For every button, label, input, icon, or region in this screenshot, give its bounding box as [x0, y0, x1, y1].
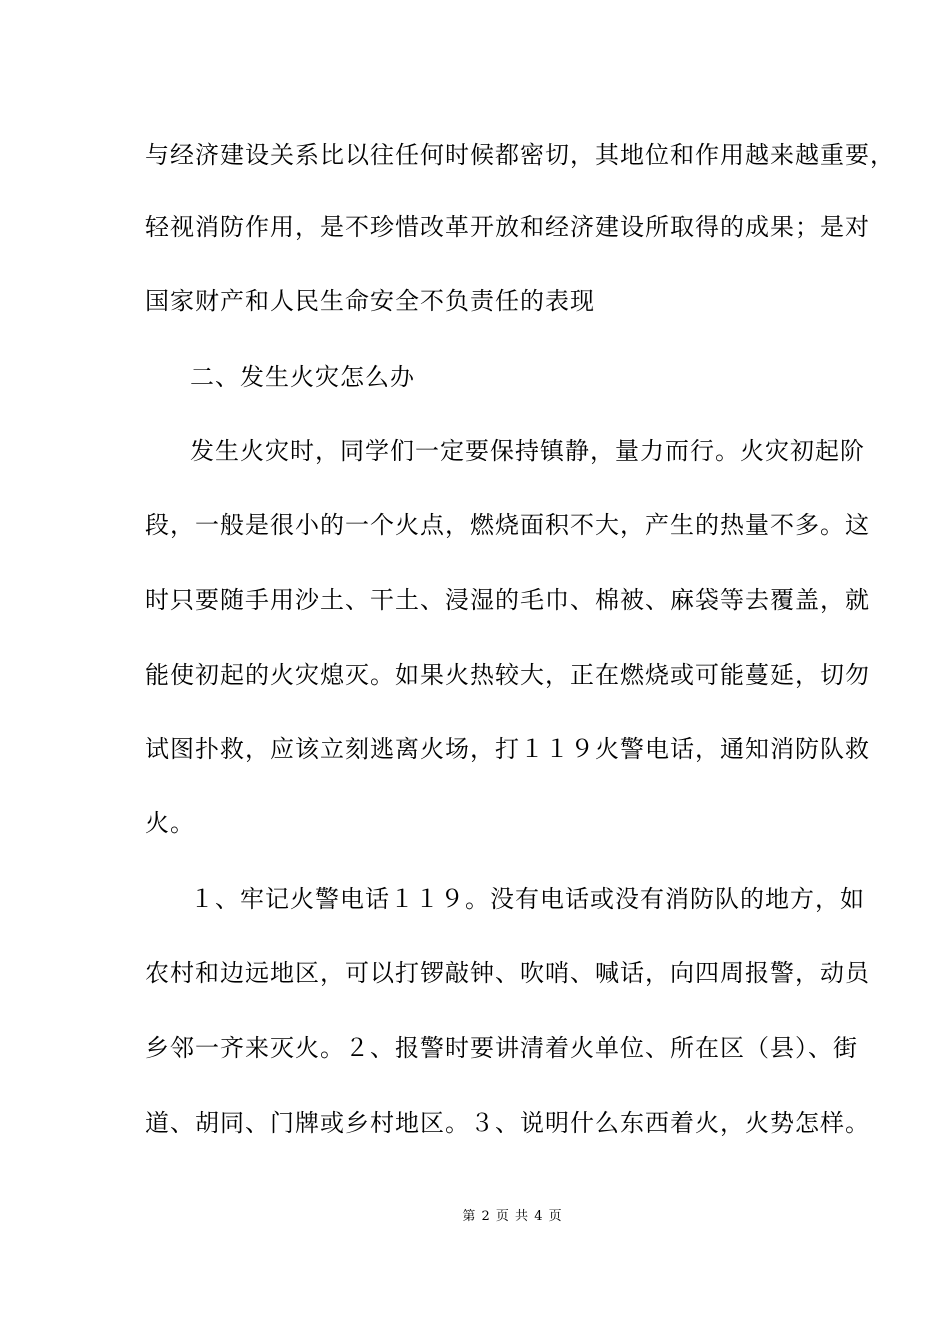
text-line-12: 农村和边远地区，可以打锣敲钟、吹哨、喊话，向四周报警，动员 [145, 959, 870, 987]
text-line-11: １、牢记火警电话１１９。没有电话或没有消防队的地方，如 [190, 885, 865, 913]
page-footer: 第 2 页 共 4 页 [462, 1209, 563, 1224]
text-line-3: 国家财产和人民生命安全不负责任的表现 [145, 287, 595, 315]
text-line-13: 乡邻一齐来灭火。２、报警时要讲清着火单位、所在区（县）、街 [145, 1034, 858, 1062]
text-line-14: 道、胡同、门牌或乡村地区。３、说明什么东西着火，火势怎样。 [145, 1109, 870, 1137]
text-line-8: 能使初起的火灾熄灭。如果火热较大，正在燃烧或可能蔓延，切勿 [145, 661, 870, 689]
text-line-7: 时只要随手用沙土、干土、浸湿的毛巾、棉被、麻袋等去覆盖，就 [145, 586, 870, 614]
text-line-5: 发生火灾时，同学们一定要保持镇静，量力而行。火灾初起阶 [190, 437, 865, 465]
text-line-1: 与经济建设关系比以往任何时候都密切，其地位和作用越来越重要， [145, 141, 895, 169]
text-line-10: 火。 [145, 809, 195, 837]
text-line-9: 试图扑救，应该立刻逃离火场，打１１９火警电话，通知消防队救 [145, 735, 870, 763]
section-heading: 二、发生火灾怎么办 [190, 363, 415, 391]
text-line-6: 段，一般是很小的一个火点，燃烧面积不大，产生的热量不多。这 [145, 511, 870, 539]
text-line-2: 轻视消防作用，是不珍惜改革开放和经济建设所取得的成果；是对 [145, 213, 870, 241]
